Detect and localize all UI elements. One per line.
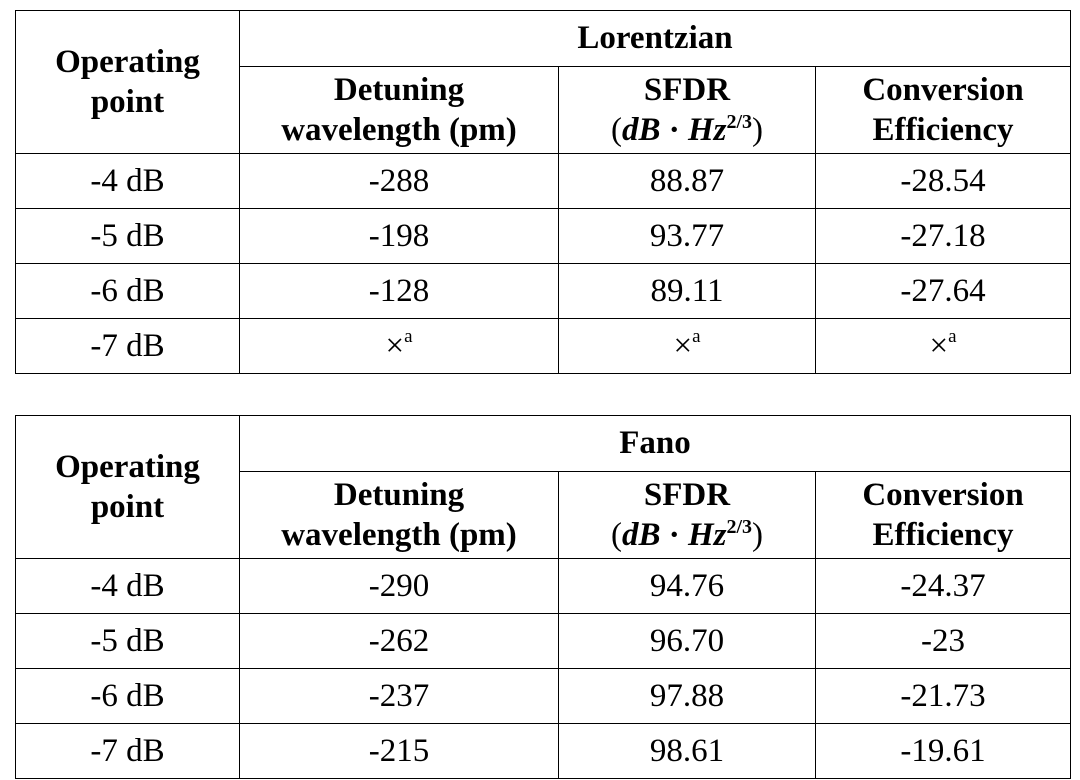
- detuning-cell: -215: [240, 724, 559, 779]
- op-cell: -4 dB: [16, 559, 240, 614]
- cross-mark: ×: [673, 327, 693, 364]
- sfdr-cell: 89.11: [559, 264, 816, 319]
- operating-point-header: [16, 11, 240, 154]
- sfdr-header-label: SFDR: [643, 477, 731, 513]
- op-cell: -4 dB: [16, 154, 240, 209]
- op-cell: -6 dB: [16, 669, 240, 724]
- sfdr-header-unit: $(dB \cdot Hz^{2/3})$: [610, 516, 764, 553]
- operating-point-header-line1: Operating: [55, 449, 200, 485]
- conversion-header-line2: Efficiency: [872, 517, 1014, 553]
- group-header-lorentzian: Lorentzian: [240, 11, 1071, 67]
- conversion-cell: -24.37: [816, 559, 1071, 614]
- group-header-fano: Fano: [240, 416, 1071, 472]
- conversion-cell: [816, 319, 1071, 374]
- sfdr-header: [559, 67, 816, 154]
- footnote-marker: a: [404, 325, 413, 347]
- sfdr-cell: 88.87: [559, 154, 816, 209]
- footnote-marker: a: [948, 325, 957, 347]
- conversion-header-line1: Conversion: [862, 477, 1024, 513]
- conversion-cell: -19.61: [816, 724, 1071, 779]
- detuning-cell: -198: [240, 209, 559, 264]
- sfdr-cell: 96.70: [559, 614, 816, 669]
- conversion-cell: -27.18: [816, 209, 1071, 264]
- op-cell: -5 dB: [16, 209, 240, 264]
- op-cell: -6 dB: [16, 264, 240, 319]
- detuning-cell: -237: [240, 669, 559, 724]
- operating-point-header-line2: point: [90, 489, 165, 525]
- detuning-cell: -262: [240, 614, 559, 669]
- detuning-cell: -288: [240, 154, 559, 209]
- detuning-header: [240, 67, 559, 154]
- table-row: [16, 724, 1071, 779]
- table-row: [16, 614, 1071, 669]
- detuning-cell: -290: [240, 559, 559, 614]
- op-cell: -7 dB: [16, 319, 240, 374]
- fano-table: [15, 415, 1071, 779]
- conversion-cell: -21.73: [816, 669, 1071, 724]
- conversion-header: [816, 67, 1071, 154]
- conversion-header-line2: Efficiency: [872, 112, 1014, 148]
- conversion-cell: -27.64: [816, 264, 1071, 319]
- sfdr-cell: 98.61: [559, 724, 816, 779]
- footnote-marker: a: [692, 325, 701, 347]
- conversion-header: [816, 472, 1071, 559]
- lorentzian-table: [15, 10, 1071, 374]
- cross-mark: ×: [929, 327, 949, 364]
- sfdr-cell: 97.88: [559, 669, 816, 724]
- conversion-cell: -23: [816, 614, 1071, 669]
- cross-mark: ×: [385, 327, 405, 364]
- operating-point-header: [16, 416, 240, 559]
- table-row: [16, 264, 1071, 319]
- detuning-header-line1: Detuning: [333, 477, 465, 513]
- sfdr-cell: [559, 319, 816, 374]
- sfdr-cell: 94.76: [559, 559, 816, 614]
- detuning-cell: [240, 319, 559, 374]
- sfdr-header-label: SFDR: [643, 72, 731, 108]
- op-cell: -7 dB: [16, 724, 240, 779]
- detuning-cell: -128: [240, 264, 559, 319]
- table-row: [16, 209, 1071, 264]
- sfdr-header-unit: $(dB \cdot Hz^{2/3})$: [610, 111, 764, 148]
- conversion-header-line1: Conversion: [862, 72, 1024, 108]
- detuning-header: [240, 472, 559, 559]
- conversion-cell: -28.54: [816, 154, 1071, 209]
- detuning-header-line1: Detuning: [333, 72, 465, 108]
- detuning-header-line2: wavelength (pm): [281, 517, 517, 553]
- operating-point-header-line1: Operating: [55, 44, 200, 80]
- operating-point-header-line2: point: [90, 84, 165, 120]
- sfdr-header: [559, 472, 816, 559]
- sfdr-cell: 93.77: [559, 209, 816, 264]
- table-row: [16, 319, 1071, 374]
- detuning-header-line2: wavelength (pm): [281, 112, 517, 148]
- table-row: [16, 559, 1071, 614]
- op-cell: -5 dB: [16, 614, 240, 669]
- table-row: [16, 154, 1071, 209]
- table-row: [16, 669, 1071, 724]
